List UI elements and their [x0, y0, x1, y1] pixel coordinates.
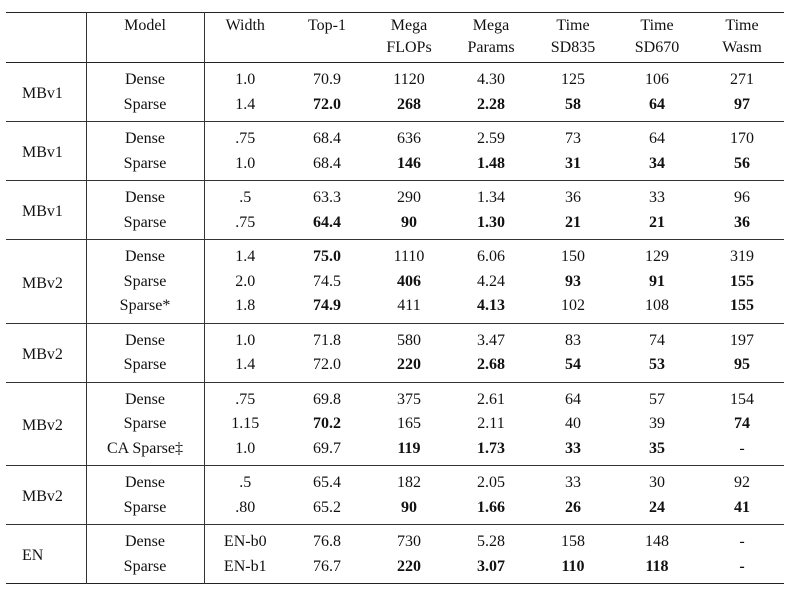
header-flops-line1: Mega [390, 17, 428, 34]
table-row [6, 382, 784, 412]
params-cell: 1.66 [477, 498, 505, 516]
wasm-cell: 95 [734, 356, 750, 373]
header-width: Width [204, 13, 286, 63]
sd670-cell: 34 [649, 154, 665, 172]
model-cell: Dense [86, 525, 204, 555]
table-row [6, 525, 784, 555]
sd670-cell: 21 [649, 213, 665, 231]
sd835-cell: 83 [565, 331, 581, 349]
top1-cell: 68.4 [313, 130, 341, 147]
network-cell: MBv1 [22, 203, 63, 221]
flops-cell: 375 [397, 390, 421, 408]
sd835-cell: 33 [565, 474, 581, 491]
table-row [6, 323, 784, 353]
width-cell: .75 [204, 211, 286, 240]
wasm-cell: 96 [734, 189, 750, 206]
sd835-cell: 31 [565, 154, 581, 172]
sd670-cell: 106 [645, 71, 669, 88]
header-wasm [700, 13, 784, 63]
table-row [6, 122, 784, 152]
flops-cell: 730 [397, 533, 421, 550]
header-params [450, 13, 532, 63]
params-cell: 1.30 [477, 213, 505, 231]
sd670-cell: 74 [649, 331, 665, 349]
sd670-cell: 129 [645, 248, 669, 265]
width-cell: 1.4 [204, 353, 286, 382]
wasm-cell: 56 [734, 154, 750, 172]
model-cell: Sparse* [86, 294, 204, 323]
sd670-cell: 57 [649, 390, 665, 408]
wasm-cell: 155 [730, 297, 754, 314]
sd835-cell: 21 [565, 213, 581, 231]
model-cell: Sparse [86, 353, 204, 382]
params-cell: 2.28 [477, 95, 505, 113]
top1-cell: 72.0 [313, 356, 341, 373]
sd835-cell: 40 [565, 415, 581, 432]
wasm-cell: 197 [730, 331, 754, 349]
sd835-cell: 125 [561, 71, 585, 88]
wasm-cell: 154 [730, 390, 754, 408]
header-sd670 [614, 13, 700, 63]
table-row [6, 294, 784, 323]
model-cell: Sparse [86, 93, 204, 122]
params-cell: 4.24 [477, 272, 505, 290]
flops-cell: 268 [397, 95, 421, 113]
width-cell: 1.4 [204, 240, 286, 270]
model-cell: Dense [86, 122, 204, 152]
network-cell: MBv1 [22, 85, 63, 103]
flops-cell: 220 [397, 557, 421, 575]
wasm-cell: 271 [730, 71, 754, 88]
network-cell: EN [22, 547, 44, 565]
wasm-cell: 36 [734, 213, 750, 231]
width-cell: .75 [204, 122, 286, 152]
width-cell: .5 [204, 466, 286, 496]
results-table [6, 12, 784, 584]
sd670-cell: 64 [649, 95, 665, 113]
table-row [6, 152, 784, 181]
sd670-cell: 33 [649, 189, 665, 206]
table-row [6, 496, 784, 525]
wasm-cell: 319 [730, 248, 754, 265]
table-row [6, 555, 784, 584]
row-group [6, 525, 784, 584]
row-group [6, 122, 784, 181]
width-cell: .5 [204, 181, 286, 211]
model-cell: Sparse [86, 270, 204, 295]
table-row [6, 270, 784, 295]
flops-cell: 182 [397, 474, 421, 491]
flops-cell: 165 [397, 415, 421, 432]
sd835-cell: 58 [565, 95, 581, 113]
flops-cell: 90 [401, 213, 417, 231]
flops-cell: 290 [397, 189, 421, 206]
row-group [6, 382, 784, 466]
width-cell: 1.15 [204, 412, 286, 437]
wasm-cell: - [739, 557, 745, 575]
top1-cell: 70.9 [313, 71, 341, 88]
network-cell: MBv1 [22, 144, 63, 162]
width-cell: 1.0 [204, 437, 286, 466]
table-row [6, 93, 784, 122]
wasm-cell: 41 [734, 498, 750, 516]
table-row [6, 211, 784, 240]
sd670-cell: 53 [649, 356, 665, 373]
flops-cell: 1120 [393, 71, 425, 88]
header-flops-line2: FLOPs [386, 39, 432, 56]
flops-cell: 406 [397, 272, 421, 290]
model-cell: Dense [86, 63, 204, 93]
top1-cell: 69.7 [313, 439, 341, 457]
top1-cell: 76.7 [313, 557, 341, 575]
top1-cell: 65.2 [313, 498, 341, 516]
header-model: Model [86, 13, 204, 63]
table-row [6, 466, 784, 496]
sd835-cell: 73 [565, 130, 581, 147]
header-wasm-line1: Time [725, 17, 759, 34]
model-cell: Dense [86, 181, 204, 211]
header-wasm-line2: Wasm [722, 39, 762, 56]
width-cell: 1.4 [204, 93, 286, 122]
flops-cell: 90 [401, 498, 417, 516]
params-cell: 1.73 [477, 439, 505, 457]
params-cell: 6.06 [477, 248, 505, 265]
header-sd670-line2: SD670 [634, 39, 680, 56]
top1-cell: 68.4 [313, 154, 341, 172]
row-group [6, 181, 784, 240]
row-group [6, 466, 784, 525]
sd670-cell: 91 [649, 272, 665, 290]
table-row [6, 412, 784, 437]
header-sd670-line1: Time [640, 17, 674, 34]
header-network [6, 13, 86, 63]
sd835-cell: 102 [561, 297, 585, 314]
sd835-cell: 33 [565, 439, 581, 457]
top1-cell: 71.8 [313, 331, 341, 349]
top1-cell: 63.3 [313, 189, 341, 206]
width-cell: 1.8 [204, 294, 286, 323]
sd670-cell: 148 [645, 533, 669, 550]
sd670-cell: 39 [649, 415, 665, 432]
width-cell: 1.0 [204, 323, 286, 353]
row-group [6, 323, 784, 382]
params-cell: 2.05 [477, 474, 505, 491]
network-cell: MBv2 [22, 274, 63, 292]
params-cell: 2.59 [477, 130, 505, 147]
header-row [6, 13, 784, 63]
top1-cell: 76.8 [313, 533, 341, 550]
header-sd835 [532, 13, 614, 63]
params-cell: 2.68 [477, 356, 505, 373]
top1-cell: 64.4 [313, 213, 341, 231]
params-cell: 4.30 [477, 71, 505, 88]
params-cell: 1.34 [477, 189, 505, 206]
params-cell: 5.28 [477, 533, 505, 550]
width-cell: 2.0 [204, 270, 286, 295]
model-cell: Sparse [86, 412, 204, 437]
top1-cell: 65.4 [313, 474, 341, 491]
table-row [6, 181, 784, 211]
header-sd835-line2: SD835 [550, 39, 596, 56]
sd670-cell: 64 [649, 130, 665, 147]
width-cell: .75 [204, 382, 286, 412]
model-cell: Sparse [86, 152, 204, 181]
header-params-line2: Params [467, 39, 515, 56]
top1-cell: 74.5 [313, 272, 341, 290]
wasm-cell: 97 [734, 95, 750, 113]
top1-cell: 69.8 [313, 390, 341, 408]
network-cell: MBv2 [22, 417, 63, 434]
width-cell: EN-b1 [204, 555, 286, 584]
flops-cell: 146 [397, 154, 421, 172]
wasm-cell: 92 [734, 474, 750, 491]
top1-cell: 75.0 [313, 248, 341, 265]
width-cell: 1.0 [204, 152, 286, 181]
row-group [6, 240, 784, 324]
params-cell: 3.07 [477, 557, 505, 575]
flops-cell: 411 [397, 297, 421, 314]
flops-cell: 636 [397, 130, 421, 147]
sd835-cell: 54 [565, 356, 581, 373]
sd670-cell: 108 [645, 297, 669, 314]
params-cell: 4.13 [477, 297, 505, 314]
params-cell: 2.61 [477, 390, 505, 408]
width-cell: EN-b0 [204, 525, 286, 555]
top1-cell: 72.0 [313, 95, 341, 113]
table-row [6, 63, 784, 93]
model-cell: Dense [86, 466, 204, 496]
wasm-cell: - [739, 439, 745, 457]
model-cell: Sparse [86, 211, 204, 240]
sd835-cell: 26 [565, 498, 581, 516]
top1-cell: 74.9 [313, 297, 341, 314]
sd835-cell: 93 [565, 272, 581, 290]
table-row [6, 437, 784, 466]
params-cell: 3.47 [477, 331, 505, 349]
params-cell: 1.48 [477, 154, 505, 172]
table-row [6, 353, 784, 382]
flops-cell: 1110 [393, 248, 425, 265]
network-cell: MBv2 [22, 488, 63, 506]
table-header [6, 13, 784, 63]
model-cell: CA Sparse‡ [86, 437, 204, 466]
width-cell: 1.0 [204, 63, 286, 93]
sd670-cell: 118 [645, 557, 669, 575]
header-sd835-line1: Time [556, 17, 590, 34]
model-cell: Sparse [86, 496, 204, 525]
wasm-cell: - [739, 533, 745, 550]
sd670-cell: 35 [649, 439, 665, 457]
table-row [6, 240, 784, 270]
width-cell: .80 [204, 496, 286, 525]
sd835-cell: 64 [565, 390, 581, 408]
flops-cell: 220 [397, 356, 421, 373]
params-cell: 2.11 [477, 415, 505, 432]
model-cell: Dense [86, 323, 204, 353]
model-cell: Dense [86, 382, 204, 412]
wasm-cell: 155 [730, 272, 754, 290]
flops-cell: 580 [397, 331, 421, 349]
row-group [6, 63, 784, 122]
model-cell: Sparse [86, 555, 204, 584]
sd670-cell: 30 [649, 474, 665, 491]
wasm-cell: 170 [730, 130, 754, 147]
sd835-cell: 110 [561, 557, 585, 575]
sd835-cell: 158 [561, 533, 585, 550]
sd835-cell: 36 [565, 189, 581, 206]
header-flops [368, 13, 450, 63]
wasm-cell: 74 [734, 415, 750, 432]
network-cell: MBv2 [22, 345, 63, 363]
sd670-cell: 24 [649, 498, 665, 516]
model-cell: Dense [86, 240, 204, 270]
header-top1: Top-1 [308, 17, 346, 34]
header-params-line1: Mega [472, 17, 510, 34]
flops-cell: 119 [397, 439, 421, 457]
top1-cell: 70.2 [313, 415, 341, 432]
sd835-cell: 150 [561, 248, 585, 265]
